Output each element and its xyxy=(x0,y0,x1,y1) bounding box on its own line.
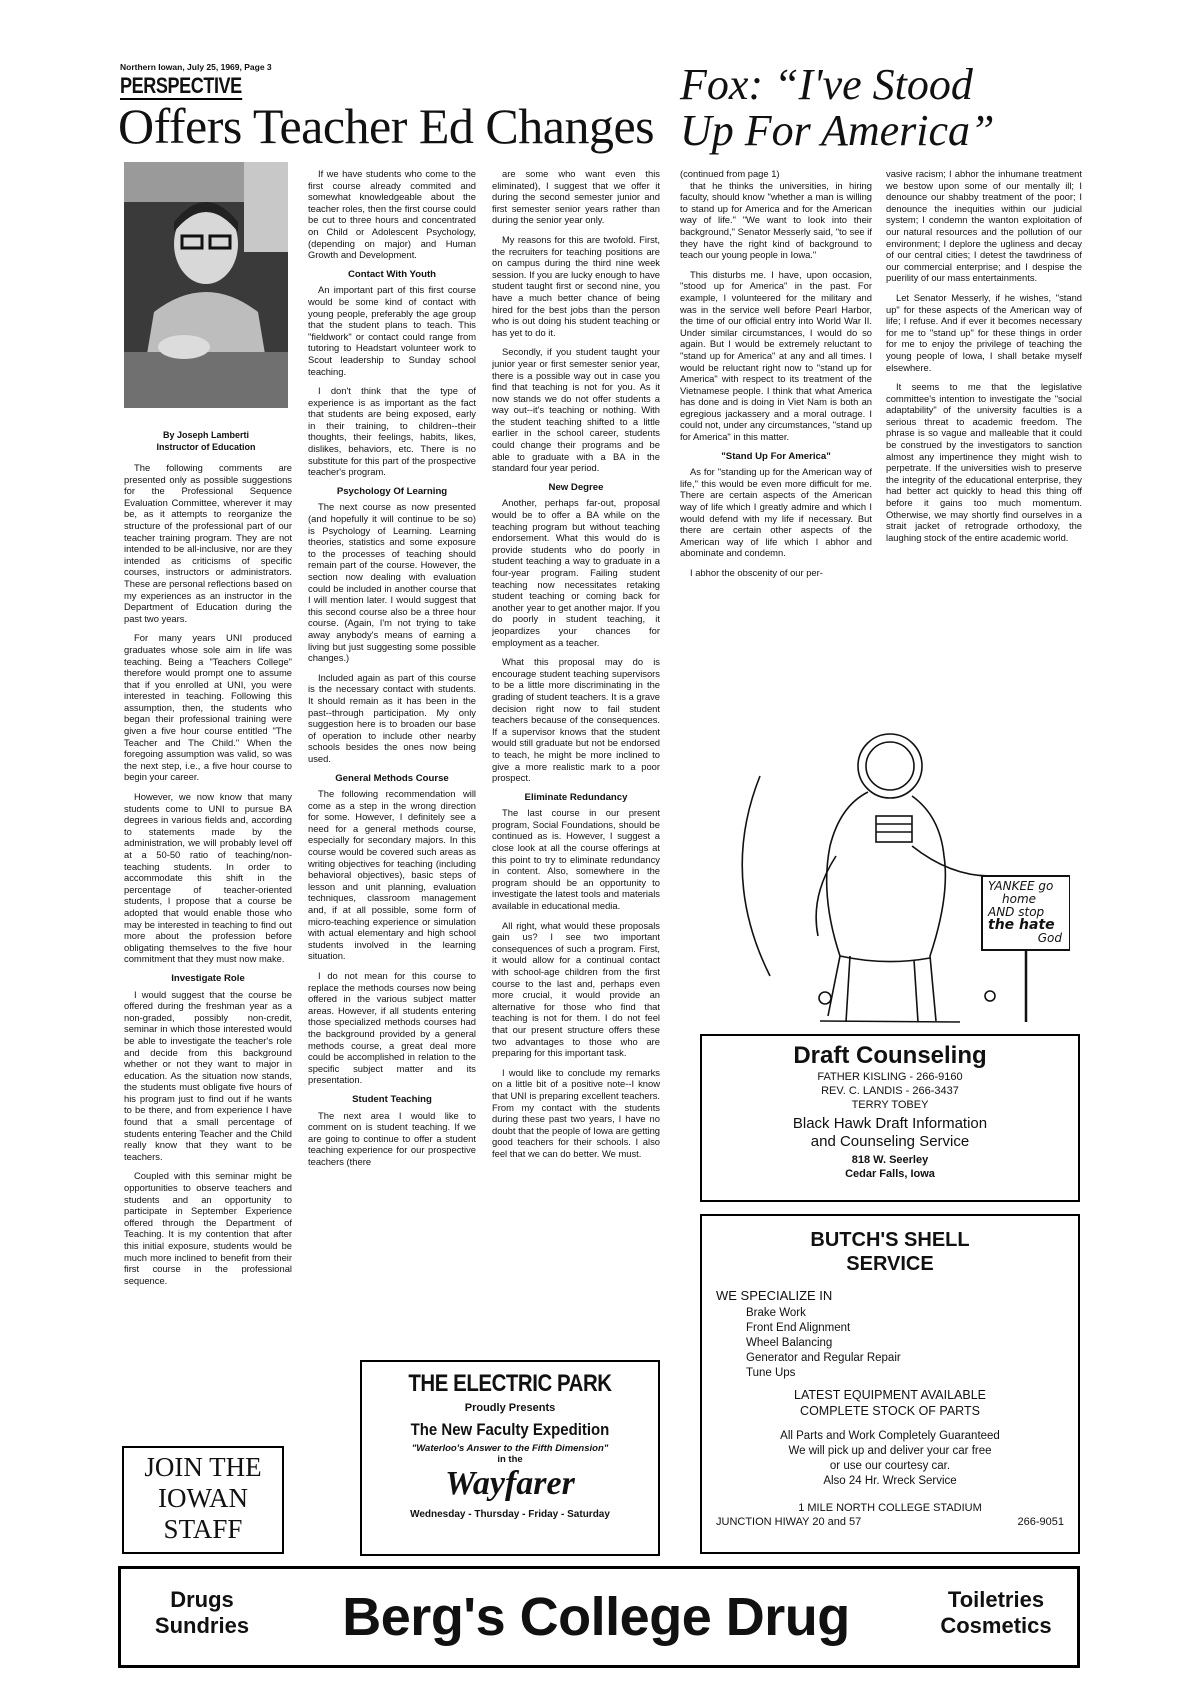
byline-title: Instructor of Education xyxy=(156,442,256,452)
butch-title: BUTCH'S SHELL xyxy=(810,1229,970,1251)
fox-headline-line: Fox: “I've Stood xyxy=(680,60,973,109)
paragraph: The following comments are presented only as possible suggestions for the Professional Sequence Evaluation Committee, wherever it may be, as it attempts to reorganize the structure of the professional part of our teacher training program. They are not intended to be all-inclusive, nor are they intended as criticisms of specific courses, instructors or administrators. These are personal reflections based on my experiences as an instructor in the Department of Education during the past two years. xyxy=(124,462,292,624)
paragraph: This disturbs me. I have, upon occasion, "stood up for America" in the past. For example, I volunteered for the military and was in the service well before Pearl Harbor, the time of our official entry into World War II. Under similar circumstances, I would do so again. But I would be extremely reluctant to "stand up for America" at any and all times. I would be reluctant right now to "stand up for America" with respect to its treatment of the Vietnamese people. I think that what America has done and is doing in Viet Nam is both an egregious jackassery and a moral outrage. I could not, under any circumstances, "stand up for America" in this matter. xyxy=(680,268,872,443)
ad-proudly: Proudly Presents xyxy=(464,1402,556,1414)
butch-location: 1 MILE NORTH COLLEGE STADIUM xyxy=(798,1502,982,1514)
ad-days: Wednesday - Thursday - Friday - Saturday xyxy=(410,1509,610,1520)
butch-promise: We will pick up and deliver your car free xyxy=(788,1445,992,1457)
butch-junction-row xyxy=(716,1515,1064,1529)
article-column-1 xyxy=(124,462,292,1442)
subhead: Investigate Role xyxy=(171,972,245,984)
paragraph: If we have students who come to the first course already commited and somewhat knowledgeable about the teacher roles, then the first course could be cut to three hours and concentrated on Child or Adolescent Psychology, (depending on major) and Human Growth and Development. xyxy=(308,168,476,261)
paragraph: The next area I would like to comment on is student teaching. If we are going to continue to offer a student teaching experience for our prospective teachers (there xyxy=(308,1109,476,1167)
sign-line: YANKEE go xyxy=(988,879,1054,893)
subhead: Contact With Youth xyxy=(347,268,437,280)
paragraph: All right, what would these proposals gain us? I see two important consequences of such a program. First, it would allow for a continual contact with school-age children from the first course to the last and, perhaps even more crucial, it would provide an alternative for those who find that teaching is not for them. I do not feel that our present structure offers these two advantages to those who are preparing for this important task. xyxy=(492,919,660,1059)
ad-band: The New Faculty Expedition xyxy=(410,1420,610,1439)
paragraph: I don't think that the type of experience is as important as the fact that students are being exposed, early in their training, to children--their thoughts, their feelings, habits, likes, dislikes, behaviors, etc. There is no substitute for this part of the prospective teacher's program. xyxy=(308,385,476,478)
subhead: Student Teaching xyxy=(352,1093,432,1105)
join-line: STAFF xyxy=(163,1514,243,1544)
sign-line: the hate xyxy=(988,917,1055,933)
berg-store-name: Berg's College Drug xyxy=(342,1587,850,1647)
paragraph: However, we now know that many students come to UNI to pursue BA degrees in various fields and, according to statements made by the administration, we will probably level off at a 50-50 ratio of teaching/non-teaching students. In order to accommodate this shift in the percentage of teacher-oriented students, I propose that a course be adopted that would enable those who may be interested in teaching to find out more about the profession before obligating themselves to the five hour commitment that they must now make. xyxy=(124,791,292,965)
electric-park-ad xyxy=(360,1360,660,1556)
butch-promise: All Parts and Work Completely Guaranteed xyxy=(780,1430,1000,1442)
sign-line: AND stop xyxy=(988,905,1045,919)
fox-headline-line: Up For America” xyxy=(680,106,995,155)
berg-right-line: Toiletries xyxy=(947,1587,1045,1612)
draft-contact: TERRY TOBEY xyxy=(851,1099,929,1111)
ad-in-the: in the xyxy=(497,1454,523,1465)
paragraph: As for "standing up for the American way of life," this would be even more difficult for me. There are certain aspects of the American way of life which I greatly admire and which I would defend with my life if necessary. But there are certain other aspects of the American way of life which I abhor and abominate and condemn. xyxy=(680,466,872,559)
paragraph: are some who want even this eliminated), I suggest that we offer it during the second semester junior and first semester senior years rather than during the senior year only. xyxy=(492,168,660,226)
ad-venue: Wayfarer xyxy=(445,1465,575,1502)
sign-line: home xyxy=(1002,892,1037,906)
butch-promise: or use our courtesy car. xyxy=(829,1460,951,1472)
butchs-shell-ad xyxy=(700,1214,1080,1554)
paragraph: I do not mean for this course to replace the methods courses now being offered in the various subject matter areas. However, if all students entering those specialized methods courses had the background provided by a general methods course, a great deal more could be accomplished in relation to the specific subject matter and its presentation. xyxy=(308,970,476,1086)
draft-org: and Counseling Service xyxy=(810,1133,970,1150)
paragraph: It seems to me that the legislative committee's intention to investigate the "social adaptability" of the university faculties is a serious threat to academic freedom. The phrase is so vague and malleable that it could be construed by the investigators to sanction almost any impertinence they might wish to perpetrate. If the universities wish to preserve the integrity of the educational enterprise, they had better act quickly to head this thing off before it gains too much momentum. Otherwise, we may shortly find ourselves in a strait jacket of retrograde orthodoxy, the laughing stock of the entire academic world. xyxy=(886,381,1082,543)
astronaut-cartoon xyxy=(700,726,1070,1036)
byline: By Joseph Lamberti xyxy=(162,430,250,440)
sign-signature: God xyxy=(1037,931,1062,945)
section-kicker: PERSPECTIVE xyxy=(120,73,242,98)
paragraph: vasive racism; I abhor the inhumane treatment we bestow upon some of our mentally ill; I denounce our shabby treatment of the poor; I denounce the inequities within our judicial system; I condemn the wanton exploitation of our natural resources and the pollution of our environment; I deplore the ugliness and decay of our central cities; I detest the tawdriness of our commercial enterprise; and I despise the puerility of our mass entertainments. xyxy=(886,168,1082,284)
subhead: Eliminate Redundancy xyxy=(524,791,628,803)
paragraph: The last course in our present program, Social Foundations, should be continued as is. However, I suggest a close look at all the course offerings at this point to try to eliminate redundancy in content. Also, somewhere in the program should be an opportunity to investigate the latest tools and materials available in educational media. xyxy=(492,807,660,912)
butch-title: SERVICE xyxy=(846,1253,934,1275)
service-item: Generator and Regular Repair xyxy=(746,1352,901,1364)
masthead: Northern Iowan, July 25, 1969, Page 3 xyxy=(120,62,272,72)
berg-left xyxy=(137,1587,267,1639)
butch-services xyxy=(716,1306,1064,1381)
draft-address: 818 W. Seerley xyxy=(851,1154,929,1166)
paragraph: The following recommendation will come as a step in the wrong direction for some. However, I definitely see a need for a general methods course, especially for secondary majors. In this course would be covered such areas as writing objectives for teaching (including behavioral objectives), basic steps of lesson and unit planning, evaluation techniques, classroom management and, if at all possible, some form of micro-teaching experience or simulation with actual elementary and high school students involved in the learning situation. xyxy=(308,788,476,962)
paragraph: My reasons for this are twofold. First, the recruiters for teaching positions are on campus during the third nine week session. If you are lucky enough to have student taught first or second nine, you have a much better chance of being hired for the best jobs than the person who is out doing his student teaching or has yet to do it. xyxy=(492,233,660,338)
join-line: IOWAN xyxy=(158,1483,248,1513)
paragraph: The next course as now presented (and hopefully it will continue to be so) is Psychology of Learning. Learning theories, statistics and some exposure to the processes of teaching should remain part of the course. However, the section now dealing with evaluation could be included in another course that I will mention later. I would suggest that this second course also be a three hour course. (Again, I'm not trying to take away anybody's means of earning a living but just suggesting some possible changes.) xyxy=(308,501,476,664)
butch-promise: Also 24 Hr. Wreck Service xyxy=(823,1475,957,1487)
article-headline: Offers Teacher Ed Changes xyxy=(118,98,655,154)
bergs-college-drug-ad xyxy=(118,1566,1080,1668)
paragraph: For many years UNI produced graduates whose sole aim in life was teaching. Being a "Teachers College" therefore would prompt one to assume that if you enrolled at UNI, you were interested in teaching. Following this assumption, then, the students who began their professional training were given a five hour course entitled "The Teacher and The Child." When the foregoing assumption was valid, so was the next step, i.e., a five hour course to begin your career. xyxy=(124,632,292,783)
service-item: Front End Alignment xyxy=(746,1322,851,1334)
fox-column-b xyxy=(886,168,1082,718)
author-photo xyxy=(124,162,288,408)
paragraph: I abhor the obscenity of our per- xyxy=(690,567,823,578)
paragraph: An important part of this first course would be some kind of contact with young people, preferably the age group that the student plans to teach. This "fieldwork" or contact could range from tutoring to Headstart volunteer work to Scout leadership to Sunday school teaching. xyxy=(308,284,476,377)
paragraph: I would suggest that the course be offered during the freshman year as a non-graded, possibly non-credit, seminar in which those interested would be able to investigate the teacher's role and decide from this background whether or not they want to major in education. As the situation now stands, the students must obligate five hours of his program just to find out if he wants to be there, and from experience I have found that a small percentage of students entering Teacher and the Child really know that they want to be teachers. xyxy=(124,988,292,1162)
paragraph: I would like to conclude my remarks on a little bit of a positive note--I know that UNI is preparing excellent teachers. From my contact with the students during these past two years, I have no doubt that the people of Iowa are getting good teachers for their schools. I also feel that we can do better. We must. xyxy=(492,1066,660,1159)
draft-address: Cedar Falls, Iowa xyxy=(845,1168,935,1180)
draft-counseling-ad xyxy=(700,1034,1080,1202)
paragraph: that he thinks the universities, in hiring faculty, should know "whether a man is willing to stand up for America and for the American way of life." "We want to look into their background," Senator Messerly said, "to see if they have the right kind of background to teach our young people in Iowa." xyxy=(680,179,872,261)
join-iowan-staff-box xyxy=(122,1446,284,1554)
ad-quote: "Waterloo's Answer to the Fifth Dimension" xyxy=(411,1443,609,1454)
draft-title: Draft Counseling xyxy=(793,1042,987,1069)
paragraph: Another, perhaps far-out, proposal would be to offer a BA while on the teaching program but without teaching endorsement. What this would do is provide students who do poorly in student teaching a way to graduate in a four-year program. Failing student teaching now necessitates retaking student teaching or coming back for another year to get another major. If you do poorly in student teaching, it jeopardizes your chances for employment as a teacher. xyxy=(492,497,660,648)
berg-right-line: Cosmetics xyxy=(940,1613,1052,1638)
article-column-2 xyxy=(308,168,476,1418)
butch-junction: JUNCTION HIWAY 20 and 57 xyxy=(716,1516,862,1528)
ad-title: THE ELECTRIC PARK xyxy=(408,1370,612,1397)
article-column-3 xyxy=(492,168,660,1348)
butch-equipment: COMPLETE STOCK OF PARTS xyxy=(800,1404,980,1418)
paragraph: (continued from page 1) xyxy=(680,168,780,179)
cartoon-sign xyxy=(988,880,1068,945)
paragraph: Coupled with this seminar might be opportunities to observe teachers and students and an opportunity to participate in September Experience offered through the Department of Teaching. It is my contention that after this initial exposure, students would be much more inclined to benefit from their first course in the professional sequence. xyxy=(124,1170,292,1286)
berg-left-line: Sundries xyxy=(154,1613,250,1638)
subhead: New Degree xyxy=(548,481,604,493)
service-item: Tune Ups xyxy=(746,1367,796,1379)
join-line: JOIN THE xyxy=(144,1452,262,1482)
service-item: Brake Work xyxy=(746,1307,806,1319)
berg-left-line: Drugs xyxy=(170,1587,234,1612)
paragraph: Let Senator Messerly, if he wishes, "stand up" for these aspects of the American way of life; I refuse. And if ever it becomes necessary for me to "stand up" for these things in order for me to enjoy the privilege of teaching the young people of Iowa, I shall betake myself elsewhere. xyxy=(886,291,1082,373)
draft-contact: FATHER KISLING - 266-9160 xyxy=(817,1071,963,1083)
fox-headline xyxy=(680,62,1100,154)
butch-equipment: LATEST EQUIPMENT AVAILABLE xyxy=(794,1388,986,1402)
draft-contact: REV. C. LANDIS - 266-3437 xyxy=(821,1085,959,1097)
butch-specialize: WE SPECIALIZE IN xyxy=(716,1288,833,1303)
service-item: Wheel Balancing xyxy=(746,1337,833,1349)
paragraph: What this proposal may do is encourage student teaching supervisors to be a little more discriminating in the grading of student teachers. It is a grave decision right now to fail student teachers because of the consequences. If a supervisor knows that the student would still graduate but not be endorsed to teach, he might be more inclined to give a more realistic mark to a poor prospect. xyxy=(492,656,660,784)
berg-right xyxy=(921,1587,1071,1639)
paragraph: Included again as part of this course is the necessary contact with students. It should remain as it has been in the past--through participation. My only suggestion here is to broaden our base of operation to include other nearby schools besides the ones now being used. xyxy=(308,671,476,764)
butch-phone: 266-9051 xyxy=(1017,1516,1064,1528)
fox-column-a xyxy=(680,168,872,718)
subhead: General Methods Course xyxy=(335,772,449,784)
draft-org: Black Hawk Draft Information xyxy=(792,1115,988,1132)
subhead: "Stand Up For America" xyxy=(721,450,831,462)
subhead: Psychology Of Learning xyxy=(336,485,448,497)
paragraph: Secondly, if you student taught your junior year or first semester senior year, there is a possible way out in case you find that teaching is not for you. As it now stands we do not offer students a way out--it's teaching or nothing. With the student teaching shifted to a little earlier in the school career, students could change their programs and be able to graduate with a BA in the standard four year period. xyxy=(492,346,660,474)
